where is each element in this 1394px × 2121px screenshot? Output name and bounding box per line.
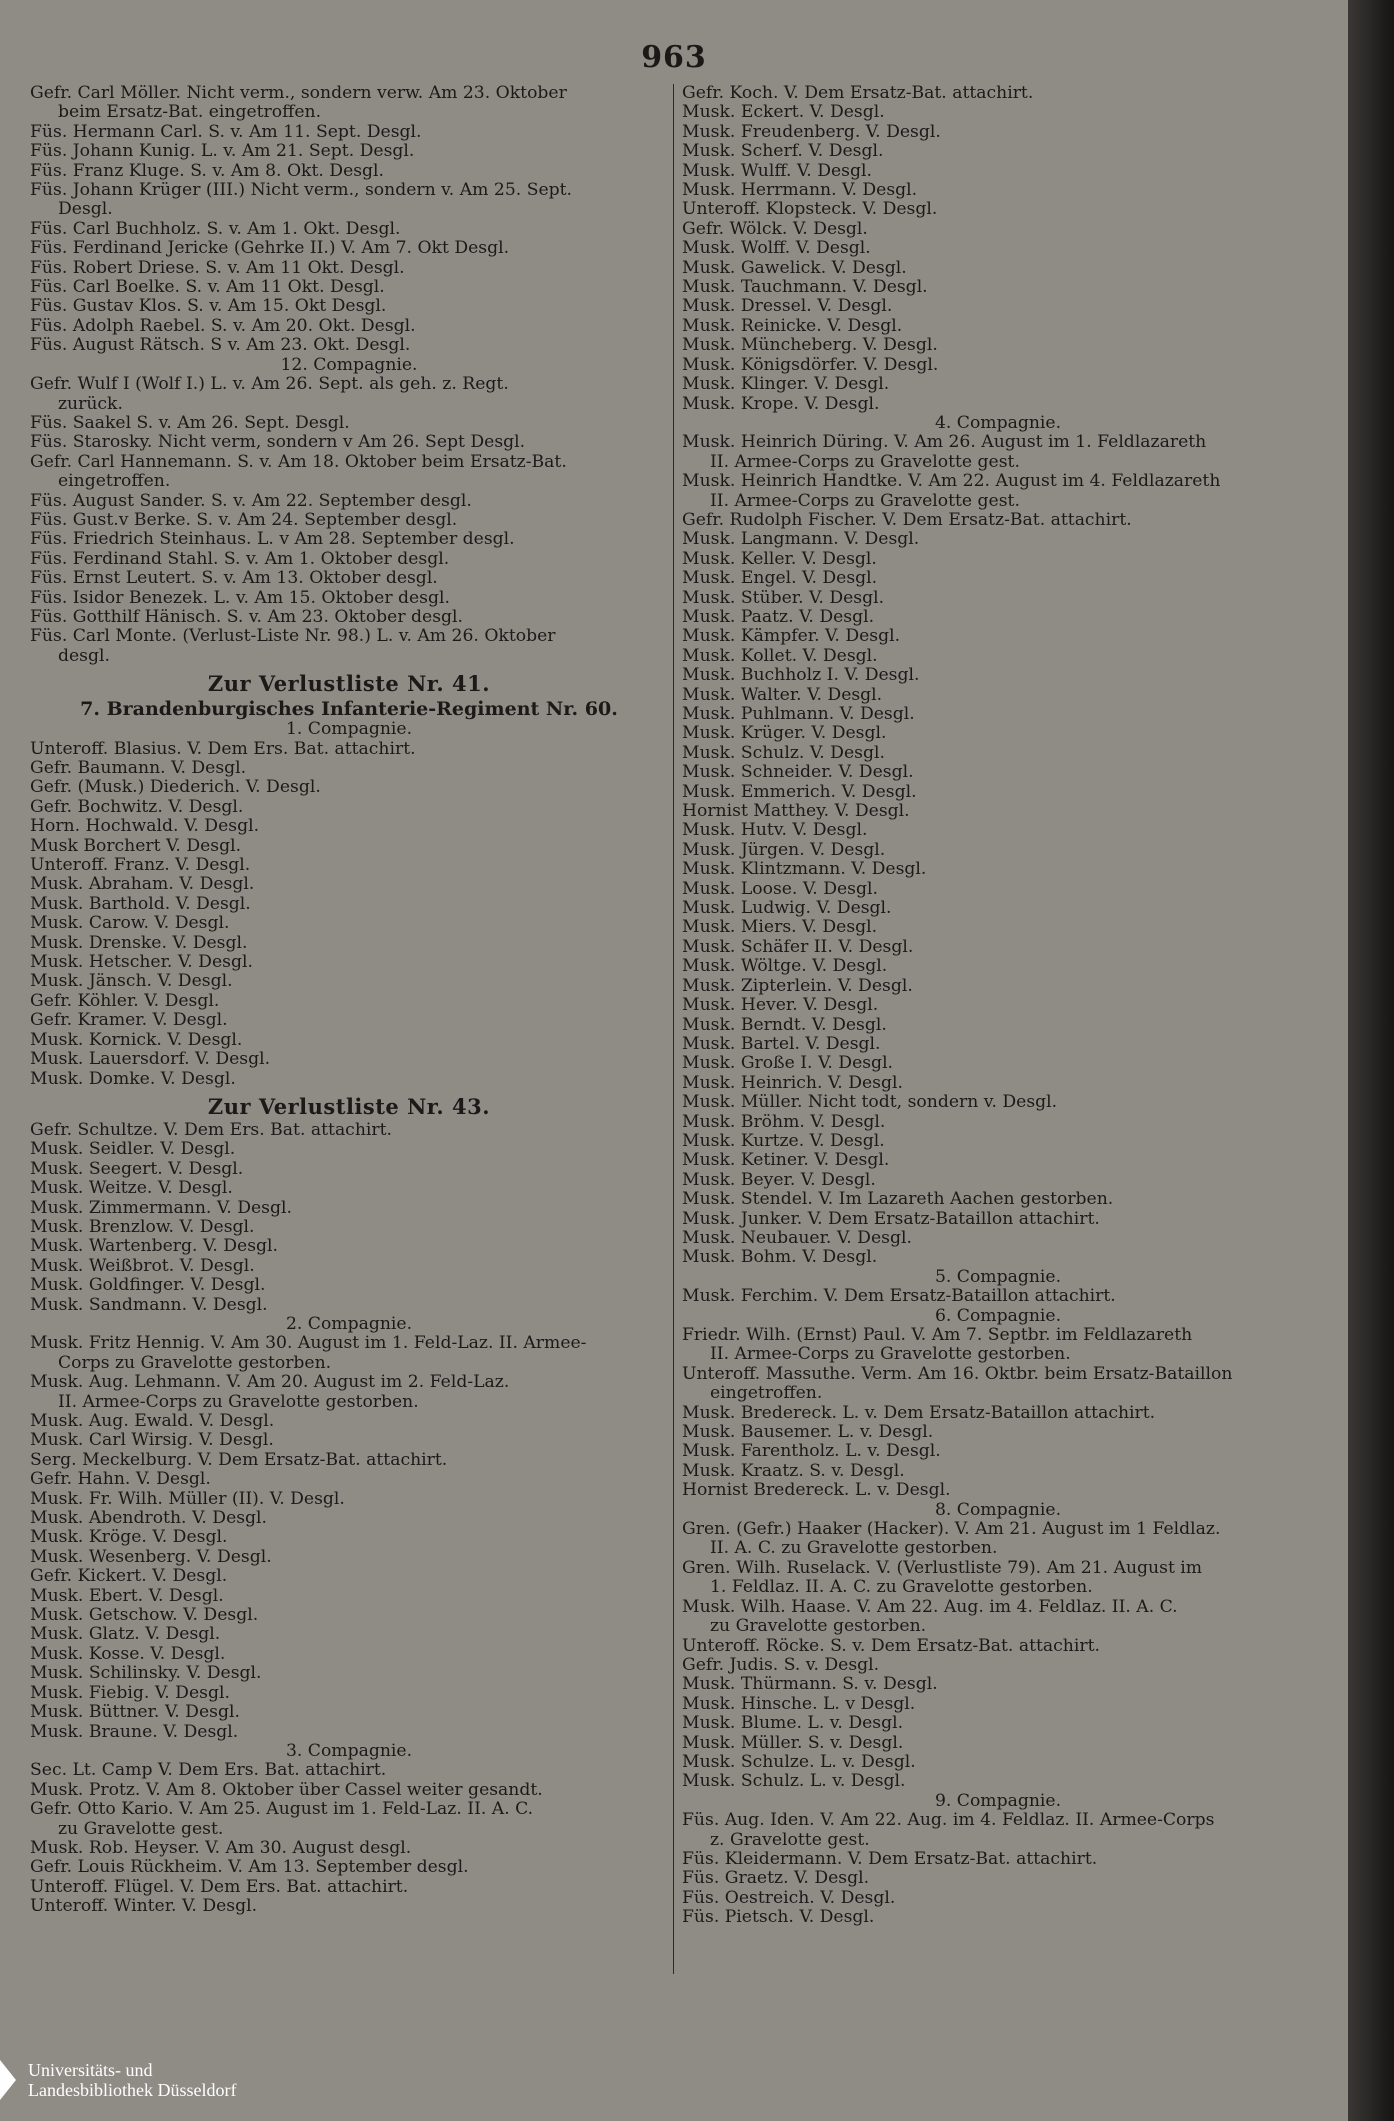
entry-continuation: II. Armee-Corps zu Gravelotte gestorben. xyxy=(58,1392,419,1412)
library-credit xyxy=(28,2060,236,2100)
list-entry: Musk. Loose. V. Desgl. xyxy=(682,879,878,899)
list-entry: Musk. Paatz. V. Desgl. xyxy=(682,607,875,627)
list-entry: Füs. Gust.v Berke. S. v. Am 24. September desgl. xyxy=(30,510,458,530)
list-entry: Musk. Stüber. V. Desgl. xyxy=(682,588,885,608)
entry-continuation: II. Armee-Corps zu Gravelotte gest. xyxy=(710,452,1020,472)
list-entry: Musk. Heinrich Düring. V. Am 26. August im 1. Feldlazareth xyxy=(682,433,1207,453)
list-entry: Musk. Zimmermann. V. Desgl. xyxy=(30,1198,292,1218)
list-entry: Musk. Berndt. V. Desgl. xyxy=(682,1015,887,1035)
list-entry: Hornist Matthey. V. Desgl. xyxy=(682,802,910,822)
entry-continuation: II. A. C. zu Gravelotte gestorben. xyxy=(710,1539,998,1559)
list-entry: Musk. Ketiner. V. Desgl. xyxy=(682,1151,890,1171)
list-entry: Musk. Wartenberg. V. Desgl. xyxy=(30,1237,278,1257)
list-entry: Musk. Klinger. V. Desgl. xyxy=(682,375,890,395)
list-entry: Musk. Stendel. V. Im Lazareth Aachen gestorben. xyxy=(682,1190,1114,1210)
section-heading: Zur Verlustliste Nr. 41. xyxy=(207,671,491,697)
page-number: 963 xyxy=(641,40,707,75)
list-entry: Musk. Getschow. V. Desgl. xyxy=(30,1606,259,1626)
list-entry: Musk. Keller. V. Desgl. xyxy=(682,549,877,569)
list-entry: Musk. Ebert. V. Desgl. xyxy=(30,1586,224,1606)
list-entry: Musk. Carl Wirsig. V. Desgl. xyxy=(30,1431,274,1451)
list-entry: Musk. Engel. V. Desgl. xyxy=(682,569,878,589)
list-entry: Musk. Fiebig. V. Desgl. xyxy=(30,1683,230,1703)
list-entry: Füs. Carl Monte. (Verlust-Liste Nr. 98.) L. v. Am 26. Oktober xyxy=(30,627,556,647)
list-entry: Füs. Graetz. V. Desgl. xyxy=(682,1869,870,1889)
list-entry: Füs. Hermann Carl. S. v. Am 11. Sept. Desgl. xyxy=(30,122,422,142)
list-entry: Musk. Gawelick. V. Desgl. xyxy=(682,258,907,278)
list-entry: Füs. Franz Kluge. S. v. Am 8. Okt. Desgl. xyxy=(30,161,385,181)
list-entry: Musk. Lauersdorf. V. Desgl. xyxy=(30,1050,271,1070)
entry-continuation: eingetroffen. xyxy=(710,1384,823,1404)
list-entry: Musk. Carow. V. Desgl. xyxy=(30,914,230,934)
list-entry: Unteroff. Klopsteck. V. Desgl. xyxy=(682,200,938,220)
list-entry: Musk. Bausemer. L. v. Desgl. xyxy=(682,1423,934,1443)
list-entry: Musk. Barthold. V. Desgl. xyxy=(30,894,251,914)
list-entry: Füs. Oestreich. V. Desgl. xyxy=(682,1888,896,1908)
list-entry: Musk. Schulz. L. v. Desgl. xyxy=(682,1772,906,1792)
list-entry: Musk. Brenzlow. V. Desgl. xyxy=(30,1217,255,1237)
list-entry: Gren. (Gefr.) Haaker (Hacker). V. Am 21. August im 1 Feldlaz. xyxy=(682,1520,1221,1540)
list-entry: Musk. Abraham. V. Desgl. xyxy=(30,875,255,895)
list-entry: Musk. Bredereck. L. v. Dem Ersatz-Bataillon attachirt. xyxy=(682,1403,1156,1423)
list-entry: Musk. Sandmann. V. Desgl. xyxy=(30,1295,268,1315)
list-entry: Füs. Ferdinand Jericke (Gehrke II.) V. Am 7. Okt Desgl. xyxy=(30,239,510,259)
list-entry: Unteroff. Franz. V. Desgl. xyxy=(30,856,251,876)
list-entry: Musk. Kurtze. V. Desgl. xyxy=(682,1131,885,1151)
list-entry: Musk. Freudenberg. V. Desgl. xyxy=(682,122,941,142)
scan-edge xyxy=(1348,0,1394,2121)
list-entry: Musk. Schulz. V. Desgl. xyxy=(682,743,885,763)
list-entry: Musk. Rob. Heyser. V. Am 30. August desgl. xyxy=(30,1838,412,1858)
list-entry: Musk. Bröhm. V. Desgl. xyxy=(682,1112,886,1132)
list-entry: Musk. Goldfinger. V. Desgl. xyxy=(30,1276,266,1296)
list-entry: Füs. Robert Driese. S. v. Am 11 Okt. Desgl. xyxy=(30,258,405,278)
list-entry: Füs. Ernst Leutert. S. v. Am 13. Oktober desgl. xyxy=(30,569,438,589)
list-entry: Musk. Müncheberg. V. Desgl. xyxy=(682,336,938,356)
list-entry: Musk. Klintzmann. V. Desgl. xyxy=(682,860,927,880)
company-heading: 5. Compagnie. xyxy=(934,1266,1062,1287)
list-entry: Musk. Seidler. V. Desgl. xyxy=(30,1140,236,1160)
list-entry: Musk. Protz. V. Am 8. Oktober über Cassel weiter gesandt. xyxy=(30,1780,543,1800)
list-entry: Füs. Pietsch. V. Desgl. xyxy=(682,1908,875,1928)
entry-continuation: Desgl. xyxy=(58,200,113,220)
list-entry: Füs. Adolph Raebel. S. v. Am 20. Okt. Desgl. xyxy=(30,316,416,336)
list-entry: Musk. Kosse. V. Desgl. xyxy=(30,1644,226,1664)
list-entry: Hornist Bredereck. L. v. Desgl. xyxy=(682,1481,951,1501)
list-entry: Musk. Weitze. V. Desgl. xyxy=(30,1179,233,1199)
list-entry: Musk. Zipterlein. V. Desgl. xyxy=(682,976,913,996)
list-entry: Musk. Hinsche. L. v Desgl. xyxy=(682,1694,916,1714)
list-entry: Musk. Weißbrot. V. Desgl. xyxy=(30,1256,255,1276)
list-entry: Musk. Buchholz I. V. Desgl. xyxy=(682,666,920,686)
list-entry: Füs. August Sander. S. v. Am 22. September desgl. xyxy=(30,491,472,511)
list-entry: Füs. Johann Kunig. L. v. Am 21. Sept. Desgl. xyxy=(30,142,415,162)
list-entry: Gefr. Kickert. V. Desgl. xyxy=(30,1567,228,1587)
list-entry: Musk. Wulff. V. Desgl. xyxy=(682,161,872,181)
list-entry: Sec. Lt. Camp V. Dem Ers. Bat. attachirt. xyxy=(30,1761,387,1781)
list-entry: Musk. Krope. V. Desgl. xyxy=(682,394,880,414)
list-entry: Gefr. Kramer. V. Desgl. xyxy=(30,1011,228,1031)
list-entry: Musk. Dressel. V. Desgl. xyxy=(682,297,893,317)
list-entry: Musk. Langmann. V. Desgl. xyxy=(682,530,920,550)
list-entry: Musk. Müller. Nicht todt, sondern v. Desgl. xyxy=(682,1093,1058,1113)
list-entry: Gefr. Bochwitz. V. Desgl. xyxy=(30,797,244,817)
library-credit-line: Landesbibliothek Düsseldorf xyxy=(28,2080,237,2100)
list-entry: Musk. Aug. Ewald. V. Desgl. xyxy=(30,1412,275,1431)
list-entry: Musk. Wolff. V. Desgl. xyxy=(682,239,871,259)
company-heading: 2. Compagnie. xyxy=(285,1313,413,1334)
list-entry: Friedr. Wilh. (Ernst) Paul. V. Am 7. Septbr. im Feldlazareth xyxy=(682,1326,1193,1345)
list-entry: Füs. August Rätsch. S v. Am 23. Okt. Desgl. xyxy=(30,336,411,356)
entry-continuation: beim Ersatz-Bat. eingetroffen. xyxy=(58,103,322,123)
list-entry: Musk. Braune. V. Desgl. xyxy=(30,1722,239,1742)
list-entry: Unteroff. Winter. V. Desgl. xyxy=(30,1897,258,1917)
list-entry: Gefr. Baumann. V. Desgl. xyxy=(30,759,247,778)
list-entry: Füs. Gustav Klos. S. v. Am 15. Okt Desgl. xyxy=(30,297,387,317)
list-entry: Musk. Jänsch. V. Desgl. xyxy=(30,972,233,992)
list-entry: Musk. Wilh. Haase. V. Am 22. Aug. im 4. Feldlaz. II. A. C. xyxy=(682,1597,1178,1617)
list-entry: Serg. Meckelburg. V. Dem Ersatz-Bat. attachirt. xyxy=(30,1450,448,1470)
entry-continuation: zu Gravelotte gestorben. xyxy=(710,1617,927,1637)
list-entry: Musk. Neubauer. V. Desgl. xyxy=(682,1228,912,1248)
entry-continuation: Corps zu Gravelotte gestorben. xyxy=(58,1353,332,1373)
list-entry: Musk. Hever. V. Desgl. xyxy=(682,996,879,1016)
list-entry: Gefr. Schultze. V. Dem Ers. Bat. attachirt. xyxy=(30,1120,392,1140)
list-entry: Gefr. Louis Rückheim. V. Am 13. September desgl. xyxy=(30,1858,469,1878)
company-heading: 1. Compagnie. xyxy=(285,719,413,740)
list-entry: Gefr. (Musk.) Diederich. V. Desgl. xyxy=(30,778,321,798)
list-entry: Musk. Reinicke. V. Desgl. xyxy=(682,316,903,336)
list-entry: Musk. Wöltge. V. Desgl. xyxy=(682,957,888,977)
list-entry: Musk. Bohm. V. Desgl. xyxy=(682,1248,878,1268)
list-entry: Füs. Starosky. Nicht verm, sondern v Am 26. Sept Desgl. xyxy=(30,433,526,453)
list-entry: Musk. Emmerich. V. Desgl. xyxy=(682,782,917,802)
company-heading: 4. Compagnie. xyxy=(934,412,1062,433)
list-entry: Musk. Müller. S. v. Desgl. xyxy=(682,1733,904,1753)
list-entry: Musk. Drenske. V. Desgl. xyxy=(30,933,248,953)
list-entry: Musk. Scherf. V. Desgl. xyxy=(682,142,884,162)
list-entry: Musk. Thürmann. S. v. Desgl. xyxy=(682,1675,938,1695)
section-heading: Zur Verlustliste Nr. 43. xyxy=(207,1093,491,1119)
list-entry: Musk. Schäfer II. V. Desgl. xyxy=(682,937,914,957)
list-entry: Musk. Hutv. V. Desgl. xyxy=(682,821,868,841)
entry-continuation: z. Gravelotte gest. xyxy=(710,1830,870,1850)
list-entry: Unteroff. Röcke. S. v. Dem Ersatz-Bat. attachirt. xyxy=(682,1636,1100,1656)
list-entry: Füs. Ferdinand Stahl. S. v. Am 1. Oktober desgl. xyxy=(30,549,450,569)
list-entry: Musk. Blume. L. v. Desgl. xyxy=(682,1714,904,1734)
list-entry: Füs. Aug. Iden. V. Am 22. Aug. im 4. Feldlaz. II. Armee-Corps xyxy=(682,1811,1215,1831)
list-entry: Füs. Kleidermann. V. Dem Ersatz-Bat. attachirt. xyxy=(682,1849,1098,1869)
list-entry: Musk. Walter. V. Desgl. xyxy=(682,685,883,705)
list-entry: Musk. Junker. V. Dem Ersatz-Bataillon attachirt. xyxy=(682,1209,1100,1229)
list-entry: Musk. Kraatz. S. v. Desgl. xyxy=(682,1461,905,1481)
list-entry: Gefr. Carl Möller. Nicht verm., sondern verw. Am 23. Oktober xyxy=(30,84,567,103)
list-entry: Musk. Kornick. V. Desgl. xyxy=(30,1030,243,1050)
list-entry: Musk. Fritz Hennig. V. Am 30. August im 1. Feld-Laz. II. Armee- xyxy=(30,1334,587,1354)
list-entry: Musk. Jürgen. V. Desgl. xyxy=(682,840,886,860)
company-heading: 12. Compagnie. xyxy=(280,354,418,375)
list-entry: Musk. Beyer. V. Desgl. xyxy=(682,1170,876,1190)
list-entry: Gefr. Rudolph Fischer. V. Dem Ersatz-Bat. attachirt. xyxy=(682,510,1132,530)
list-entry: Musk. Schilinsky. V. Desgl. xyxy=(30,1664,262,1684)
list-entry: Gren. Wilh. Ruselack. V. (Verlustliste 79). Am 21. August im xyxy=(682,1558,1203,1578)
entry-continuation: II. Armee-Corps zu Gravelotte gestorben. xyxy=(710,1345,1071,1365)
list-entry: Füs. Johann Krüger (III.) Nicht verm., sondern v. Am 25. Sept. xyxy=(30,181,573,201)
list-entry: Musk. Kämpfer. V. Desgl. xyxy=(682,627,901,647)
list-entry: Musk. Abendroth. V. Desgl. xyxy=(30,1509,268,1529)
list-entry: Unteroff. Flügel. V. Dem Ers. Bat. attachirt. xyxy=(30,1877,409,1897)
list-entry: Musk. Büttner. V. Desgl. xyxy=(30,1703,240,1723)
company-heading: 9. Compagnie. xyxy=(934,1790,1062,1811)
list-entry: Füs. Friedrich Steinhaus. L. v Am 28. September desgl. xyxy=(30,530,515,550)
list-entry: Gefr. Carl Hannemann. S. v. Am 18. Oktober beim Ersatz-Bat. xyxy=(30,452,567,472)
list-entry: Musk. Herrmann. V. Desgl. xyxy=(682,181,918,201)
company-heading: 8. Compagnie. xyxy=(934,1499,1062,1520)
list-entry: Gefr. Koch. V. Dem Ersatz-Bat. attachirt. xyxy=(682,84,1034,103)
entry-continuation: II. Armee-Corps zu Gravelotte gest. xyxy=(710,491,1020,511)
list-entry: Musk. Ferchim. V. Dem Ersatz-Bataillon attachirt. xyxy=(682,1287,1116,1307)
entry-continuation: eingetroffen. xyxy=(58,472,171,492)
entry-continuation: zurück. xyxy=(58,394,123,414)
list-entry: Horn. Hochwald. V. Desgl. xyxy=(30,817,260,837)
list-entry: Gefr. Wölck. V. Desgl. xyxy=(682,219,868,239)
list-entry: Musk Borchert V. Desgl. xyxy=(30,836,242,856)
list-entry: Musk. Heinrich Handtke. V. Am 22. August im 4. Feldlazareth xyxy=(682,472,1221,492)
list-entry: Musk. Ludwig. V. Desgl. xyxy=(682,899,892,919)
list-entry: Gefr. Hahn. V. Desgl. xyxy=(30,1470,211,1490)
list-entry: Gefr. Wulf I (Wolf I.) L. v. Am 26. Sept. als geh. z. Regt. xyxy=(30,375,509,395)
list-entry: Musk. Aug. Lehmann. V. Am 20. August im 2. Feld-Laz. xyxy=(30,1373,510,1393)
list-entry: Füs. Isidor Benezek. L. v. Am 15. Oktober desgl. xyxy=(30,588,450,608)
list-entry: Musk. Kröge. V. Desgl. xyxy=(30,1528,228,1548)
left-column xyxy=(30,84,668,1917)
list-entry: Musk. Farentholz. L. v. Desgl. xyxy=(682,1442,941,1462)
regiment-heading: 7. Brandenburgisches Infanterie-Regiment Nr. 60. xyxy=(80,698,618,721)
list-entry: Musk. Domke. V. Desgl. xyxy=(30,1069,236,1089)
list-entry: Musk. Krüger. V. Desgl. xyxy=(682,724,887,744)
list-entry: Musk. Miers. V. Desgl. xyxy=(682,918,878,938)
company-heading: 3. Compagnie. xyxy=(285,1740,413,1761)
list-entry: Musk. Große I. V. Desgl. xyxy=(682,1054,894,1074)
list-entry: Musk. Glatz. V. Desgl. xyxy=(30,1625,221,1645)
right-column xyxy=(682,84,1314,1928)
column-divider xyxy=(673,84,674,1974)
list-entry: Musk. Hetscher. V. Desgl. xyxy=(30,953,253,973)
list-entry: Füs. Saakel S. v. Am 26. Sept. Desgl. xyxy=(30,413,350,433)
list-entry: Musk. Eckert. V. Desgl. xyxy=(682,103,885,123)
entry-continuation: 1. Feldlaz. II. A. C. zu Gravelotte gestorben. xyxy=(710,1578,1093,1598)
entry-continuation: zu Gravelotte gest. xyxy=(58,1819,224,1839)
list-entry: Unteroff. Blasius. V. Dem Ers. Bat. attachirt. xyxy=(30,739,416,759)
list-entry: Musk. Schneider. V. Desgl. xyxy=(682,763,914,783)
library-logo-icon xyxy=(0,2060,16,2100)
list-entry: Unteroff. Massuthe. Verm. Am 16. Oktbr. beim Ersatz-Bataillon xyxy=(682,1364,1233,1384)
list-entry: Musk. Königsdörfer. V. Desgl. xyxy=(682,355,939,375)
list-entry: Musk. Wesenberg. V. Desgl. xyxy=(30,1547,272,1567)
library-footer xyxy=(0,2058,360,2121)
list-entry: Musk. Seegert. V. Desgl. xyxy=(30,1159,244,1179)
list-entry: Musk. Kollet. V. Desgl. xyxy=(682,646,878,666)
list-entry: Gefr. Otto Kario. V. Am 25. August im 1. Feld-Laz. II. A. C. xyxy=(30,1800,534,1820)
company-heading: 6. Compagnie. xyxy=(934,1305,1062,1326)
list-entry: Musk. Schulze. L. v. Desgl. xyxy=(682,1752,916,1772)
list-entry: Musk. Bartel. V. Desgl. xyxy=(682,1034,881,1054)
list-entry: Füs. Gotthilf Hänisch. S. v. Am 23. Oktober desgl. xyxy=(30,607,463,627)
list-entry: Gefr. Köhler. V. Desgl. xyxy=(30,991,220,1011)
list-entry: Musk. Heinrich. V. Desgl. xyxy=(682,1073,903,1093)
list-entry: Musk. Puhlmann. V. Desgl. xyxy=(682,705,915,724)
entry-continuation: desgl. xyxy=(58,646,110,666)
list-entry: Musk. Fr. Wilh. Müller (II). V. Desgl. xyxy=(30,1489,345,1509)
list-entry: Füs. Carl Buchholz. S. v. Am 1. Okt. Desgl. xyxy=(30,219,401,239)
list-entry: Füs. Carl Boelke. S. v. Am 11 Okt. Desgl. xyxy=(30,278,385,298)
library-credit-line: Universitäts- und xyxy=(28,2060,153,2080)
list-entry: Gefr. Judis. S. v. Desgl. xyxy=(682,1655,880,1675)
list-entry: Musk. Tauchmann. V. Desgl. xyxy=(682,278,928,298)
